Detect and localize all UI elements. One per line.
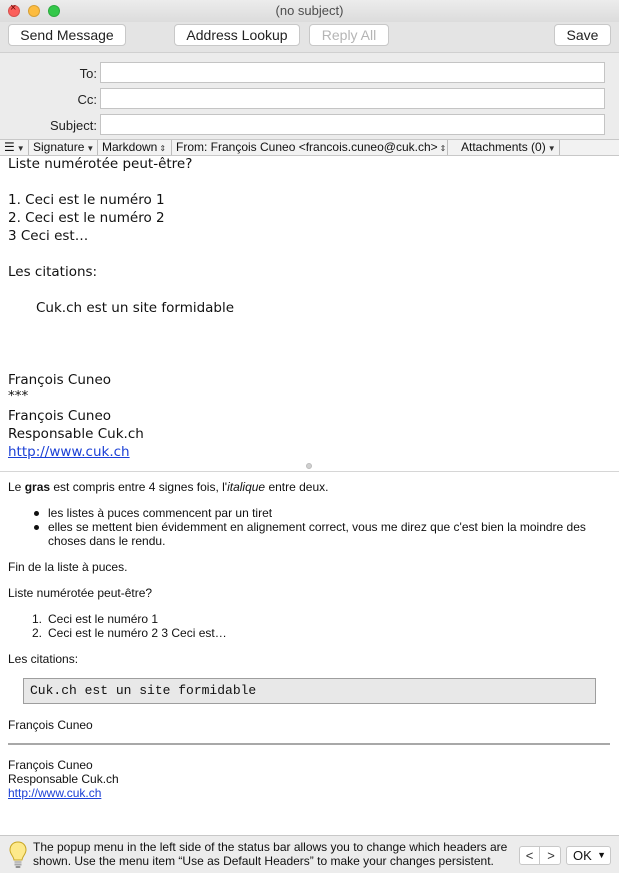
tip-line: The popup menu in the left side of the status bar allows you to change which headers are <box>33 840 508 854</box>
tip-text <box>33 840 513 868</box>
ordered-number: 2. <box>32 626 43 640</box>
subject-field[interactable] <box>100 114 605 135</box>
to-field[interactable] <box>100 62 605 83</box>
editor-line: Liste numérotée peut-être? <box>8 156 193 172</box>
editor-line: François Cuneo <box>8 372 112 388</box>
signature-popup[interactable] <box>29 140 98 155</box>
editor-line: François Cuneo <box>8 408 112 424</box>
ordered-number: 1. <box>32 612 43 626</box>
previous-tip-button[interactable]: < <box>520 847 540 864</box>
editor-line: Responsable Cuk.ch <box>8 426 144 442</box>
headers-menu-button[interactable] <box>0 140 29 155</box>
close-window-button[interactable] <box>8 5 20 17</box>
ok-button[interactable] <box>566 846 611 865</box>
blockquote: Cuk.ch est un site formidable <box>23 678 596 704</box>
reply-all-button[interactable]: Reply All <box>309 24 389 46</box>
list-item: les listes à puces commencent par un tiret <box>48 506 273 520</box>
editor-line: Les citations: <box>8 264 98 280</box>
tip-navigation <box>519 846 561 865</box>
bullet-icon <box>34 511 39 516</box>
list-icon: ☰ <box>4 140 15 154</box>
ordered-item: Ceci est le numéro 2 3 Ceci est… <box>48 626 227 640</box>
attachments-popup[interactable] <box>457 140 560 155</box>
from-label: From: François Cuneo <francois.cuneo@cuk.ch> <box>176 140 438 154</box>
attachments-label: Attachments (0) <box>461 140 546 154</box>
tip-line: shown. Use the menu item “Use as Default Headers” to make your changes persistent. <box>33 854 494 868</box>
editor-line: 3 Ceci est… <box>8 228 89 244</box>
editor-line: 2. Ceci est le numéro 2 <box>8 210 165 226</box>
signature-link[interactable]: http://www.cuk.ch <box>8 786 102 800</box>
subject-label: Subject: <box>50 118 97 133</box>
save-button[interactable]: Save <box>554 24 611 46</box>
stepper-arrows-icon: ⇕ <box>159 144 167 153</box>
ok-label: OK <box>573 848 592 863</box>
preview-paragraph: Liste numérotée peut-être? <box>8 586 153 600</box>
toolbar <box>0 22 619 52</box>
status-bar <box>0 139 619 156</box>
cc-field[interactable] <box>100 88 605 109</box>
window-title: (no subject) <box>275 3 344 18</box>
bullet-icon <box>34 525 39 530</box>
preview-paragraph: François Cuneo <box>8 718 93 732</box>
list-item-continued: choses dans le rendu. <box>48 534 166 548</box>
horizontal-rule <box>8 743 610 745</box>
address-lookup-button[interactable]: Address Lookup <box>174 24 300 46</box>
editor-quote-line: Cuk.ch est un site formidable <box>36 300 235 316</box>
preview-intro: Le gras est compris entre 4 signes fois, l'italique entre deux. <box>8 480 329 494</box>
format-label: Markdown <box>102 140 158 154</box>
editor-line: *** <box>8 388 29 404</box>
ordered-item: Ceci est le numéro 1 <box>48 612 159 626</box>
preview-paragraph: Fin de la liste à puces. <box>8 560 128 574</box>
signature-role: Responsable Cuk.ch <box>8 772 119 786</box>
minimize-window-button[interactable] <box>28 5 40 17</box>
zoom-window-button[interactable] <box>48 5 60 17</box>
message-headers <box>0 52 619 139</box>
next-tip-button[interactable]: > <box>547 848 555 863</box>
from-popup[interactable] <box>172 140 448 155</box>
cc-label: Cc: <box>77 92 97 107</box>
message-editor[interactable] <box>0 156 619 466</box>
dropdown-arrow-icon: ▼ <box>16 144 25 153</box>
preview-paragraph: Les citations: <box>8 652 79 666</box>
dropdown-arrow-icon: ▼ <box>86 144 95 153</box>
tip-bar <box>0 835 619 873</box>
lightbulb-icon <box>9 841 27 869</box>
dropdown-arrow-icon: ▼ <box>597 850 606 860</box>
stepper-arrows-icon: ⇕ <box>439 144 447 153</box>
to-label: To: <box>79 66 97 81</box>
format-popup[interactable] <box>98 140 172 155</box>
markdown-preview <box>0 472 619 835</box>
editor-link[interactable]: http://www.cuk.ch <box>8 444 130 460</box>
send-message-button[interactable]: Send Message <box>8 24 126 46</box>
editor-line: 1. Ceci est le numéro 1 <box>8 192 165 208</box>
signature-name: François Cuneo <box>8 758 93 772</box>
title-bar <box>0 0 619 22</box>
list-item: elles se mettent bien évidemment en alignement correct, vous me direz que c'est bien la moindre des <box>48 520 586 534</box>
signature-label: Signature <box>33 140 85 154</box>
dropdown-arrow-icon: ▼ <box>547 144 556 153</box>
split-grip-handle[interactable] <box>306 463 312 469</box>
